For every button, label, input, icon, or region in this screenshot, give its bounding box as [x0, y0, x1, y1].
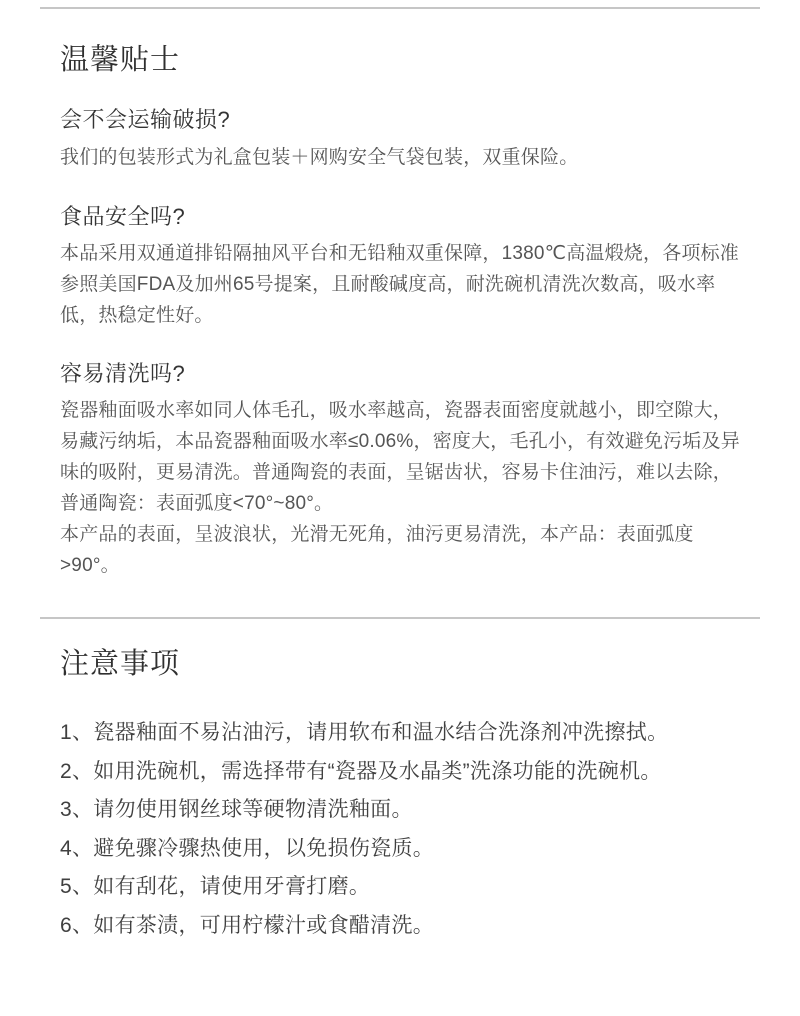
qa-shipping [60, 108, 740, 172]
notice-item-2: 2、如用洗碗机，需选择带有“瓷器及水晶类”洗涤功能的洗碗机。 [60, 759, 662, 783]
qa-food-safety-answer: 本品采用双通道排铅隔抽风平台和无铅釉双重保障，1380℃高温煅烧，各项标准参照美国FDA及加州65号提案，且耐酸碱度高，耐洗碗机清洗次数高，吸水率低，热稳定性好。 [60, 242, 740, 326]
qa-shipping-answer: 我们的包装形式为礼盒包装＋网购安全气袋包装，双重保险。 [60, 146, 579, 168]
notice-list [60, 714, 740, 945]
qa-easy-clean-question: 容易清洗吗? [60, 360, 186, 386]
qa-food-safety [60, 205, 740, 331]
notice-item-3: 3、请勿使用钢丝球等硬物清洗釉面。 [60, 798, 413, 822]
tips-section [0, 9, 800, 581]
qa-easy-clean [60, 362, 740, 581]
notice-section [0, 619, 800, 945]
qa-easy-clean-answer: 瓷器釉面吸水率如同人体毛孔，吸水率越高，瓷器表面密度就越小，即空隙大，易藏污纳垢，本品瓷器釉面吸水率≤0.06%，密度大，毛孔小，有效避免污垢及异味的吸附，更易清洗。普通陶瓷的表面，呈锯齿状，容易卡住油污，难以去除，普通陶瓷：表面弧度<70°~80°。 [60, 400, 740, 514]
notice-item-4: 4、避免骤冷骤热使用，以免损伤瓷质。 [60, 836, 435, 860]
tips-section-title: 温馨贴士 [60, 44, 181, 76]
qa-food-safety-question: 食品安全吗? [60, 203, 186, 229]
qa-shipping-question: 会不会运输破损? [60, 107, 231, 133]
notice-item-5: 5、如有刮花，请使用牙膏打磨。 [60, 875, 371, 899]
notice-item-6: 6、如有茶渍，可用柠檬汁或食醋清洗。 [60, 913, 435, 937]
qa-easy-clean-answer-2: 本产品的表面，呈波浪状，光滑无死角，油污更易清洗，本产品：表面弧度>90°。 [60, 524, 694, 576]
notice-section-title: 注意事项 [60, 648, 181, 680]
notice-item-1: 1、瓷器釉面不易沾油污，请用软布和温水结合洗涤剂冲洗擦拭。 [60, 721, 669, 745]
